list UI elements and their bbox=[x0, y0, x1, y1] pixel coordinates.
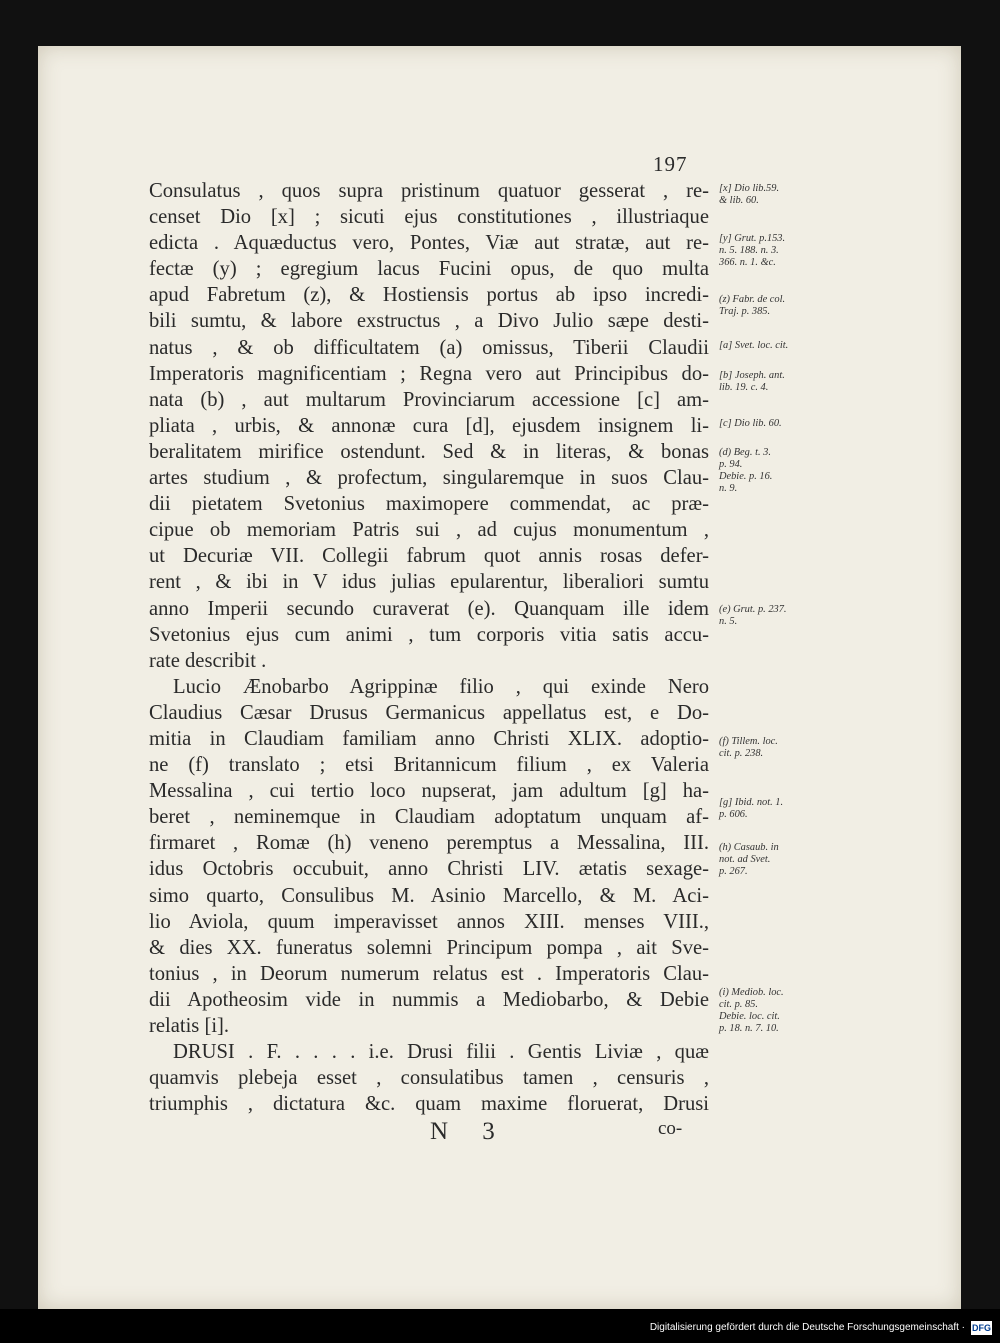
marginal-note: (i) Mediob. loc. cit. p. 85. Debie. loc. cit. p. 18. n. 7. 10. bbox=[719, 987, 784, 1034]
text-line: idus Octobris occubuit, anno Christi LIV. ætatis sexage- bbox=[149, 858, 709, 881]
text-line: nata (b) , aut multarum Provinciarum accessione [c] am- bbox=[149, 388, 709, 411]
signature-mark: N 3 bbox=[430, 1118, 509, 1145]
marginal-note: (d) Beg. t. 3. p. 94. Debie. p. 16. n. 9. bbox=[719, 447, 773, 494]
text-line: DRUSI . F. . . . . i.e. Drusi filii . Gentis Liviæ , quæ bbox=[173, 1041, 709, 1064]
funding-credit: Digitalisierung gefördert durch die Deutsche Forschungsgemeinschaft · bbox=[649, 1322, 965, 1333]
text-line: mitia in Claudiam familiam anno Christi XLIX. adoptio- bbox=[149, 727, 709, 750]
text-line: simo quarto, Consulibus M. Asinio Marcello, & M. Aci- bbox=[149, 884, 709, 907]
marginal-note: (f) Tillem. loc. cit. p. 238. bbox=[719, 736, 778, 759]
marginal-note: [c] Dio lib. 60. bbox=[719, 418, 782, 429]
text-line: edicta . Aquæductus vero, Pontes, Viæ aut stratæ, aut re- bbox=[149, 232, 709, 255]
text-line: ne (f) translato ; etsi Britannicum filium , ex Valeria bbox=[149, 754, 709, 777]
text-line: Imperatoris magnificentiam ; Regna vero aut Principibus do- bbox=[149, 362, 709, 385]
text-line: dii pietatem Svetonius maximopere commendat, ac præ- bbox=[149, 493, 709, 516]
marginal-note: [y] Grut. p.153. n. 5. 188. n. 3. 366. n. 1. &c. bbox=[719, 233, 786, 268]
marginal-note: [g] Ibid. not. 1. p. 606. bbox=[719, 797, 784, 820]
marginal-note: [b] Joseph. ant. lib. 19. c. 4. bbox=[719, 370, 785, 393]
text-line: ut Decuriæ VII. Collegii fabrum quot annis rosas defer- bbox=[149, 545, 709, 568]
text-line: Lucio Ænobarbo Agrippinæ filio , qui exinde Nero bbox=[173, 675, 709, 698]
text-line: pliata , urbis, & annonæ cura [d], ejusdem insignem li- bbox=[149, 414, 709, 437]
text-line: Consulatus , quos supra pristinum quatuor gesserat , re- bbox=[149, 180, 709, 202]
text-line: relatis [i]. bbox=[149, 1015, 230, 1037]
page-number: 197 bbox=[653, 152, 688, 176]
marginal-note: [a] Svet. loc. cit. bbox=[719, 340, 789, 351]
text-line: firmaret , Romæ (h) veneno peremptus a Messalina, III. bbox=[149, 832, 709, 855]
text-line: beralitatem mirifice ostendunt. Sed & in literas, & bonas bbox=[149, 440, 709, 463]
main-text bbox=[149, 178, 709, 1117]
text-line: bili sumtu, & labore exstructus , a Divo Julio sæpe desti- bbox=[149, 310, 709, 333]
digitization-footer bbox=[0, 1309, 1000, 1343]
text-line: Messalina , cui tertio loco nupserat, jam adultum [g] ha- bbox=[149, 780, 709, 803]
text-line: tonius , in Deorum numerum relatus est . Imperatoris Clau- bbox=[149, 962, 709, 985]
text-line: rent , & ibi in V idus julias epularentur, liberaliori sumtu bbox=[149, 571, 709, 594]
dfg-logo-icon: DFG bbox=[972, 1323, 991, 1333]
text-line: censet Dio [x] ; sicuti ejus constitutiones , illustriaque bbox=[149, 206, 709, 229]
text-line: beret , neminemque in Claudiam adoptatum unquam af- bbox=[149, 806, 709, 829]
text-line: quamvis plebeja esset , consulatibus tamen , censuris , bbox=[149, 1067, 709, 1090]
marginal-note: (z) Fabr. de col. Traj. p. 385. bbox=[719, 294, 786, 317]
text-line: Svetonius ejus cum animi , tum corporis vitia satis accu- bbox=[149, 623, 709, 646]
catchword: co- bbox=[658, 1118, 683, 1139]
text-line: artes studium , & profectum, singularemque in suos Clau- bbox=[149, 467, 709, 490]
text-line: & dies XX. funeratus solemni Principum pompa , ait Sve- bbox=[149, 936, 709, 959]
text-line: fectæ (y) ; egregium lacus Fucini opus, de quo multa bbox=[149, 258, 709, 281]
text-line: anno Imperii secundo curaverat (e). Quanquam ille idem bbox=[149, 597, 709, 620]
marginal-note: [x] Dio lib.59. & lib. 60. bbox=[719, 183, 780, 206]
text-line: natus , & ob difficultatem (a) omissus, Tiberii Claudii bbox=[149, 336, 709, 359]
text-line: Claudius Cæsar Drusus Germanicus appellatus est, e Do- bbox=[149, 701, 709, 724]
marginal-note: (e) Grut. p. 237. n. 5. bbox=[719, 604, 787, 627]
text-line: lio Aviola, quum imperavisset annos XIII. menses VIII., bbox=[149, 910, 709, 933]
marginal-note: (h) Casaub. in not. ad Svet. p. 267. bbox=[719, 842, 779, 877]
text-line: dii Apotheosim vide in nummis a Mediobarbo, & Debie bbox=[149, 988, 709, 1011]
text-line: cipue ob memoriam Patris sui , ad cujus monumentum , bbox=[149, 519, 709, 542]
text-line: rate describit . bbox=[149, 649, 267, 672]
book-page bbox=[38, 46, 961, 1309]
text-line: apud Fabretum (z), & Hostiensis portus ab ipso incredi- bbox=[149, 284, 709, 307]
text-line: triumphis , dictatura &c. quam maxime floruerat, Drusi bbox=[149, 1093, 709, 1116]
